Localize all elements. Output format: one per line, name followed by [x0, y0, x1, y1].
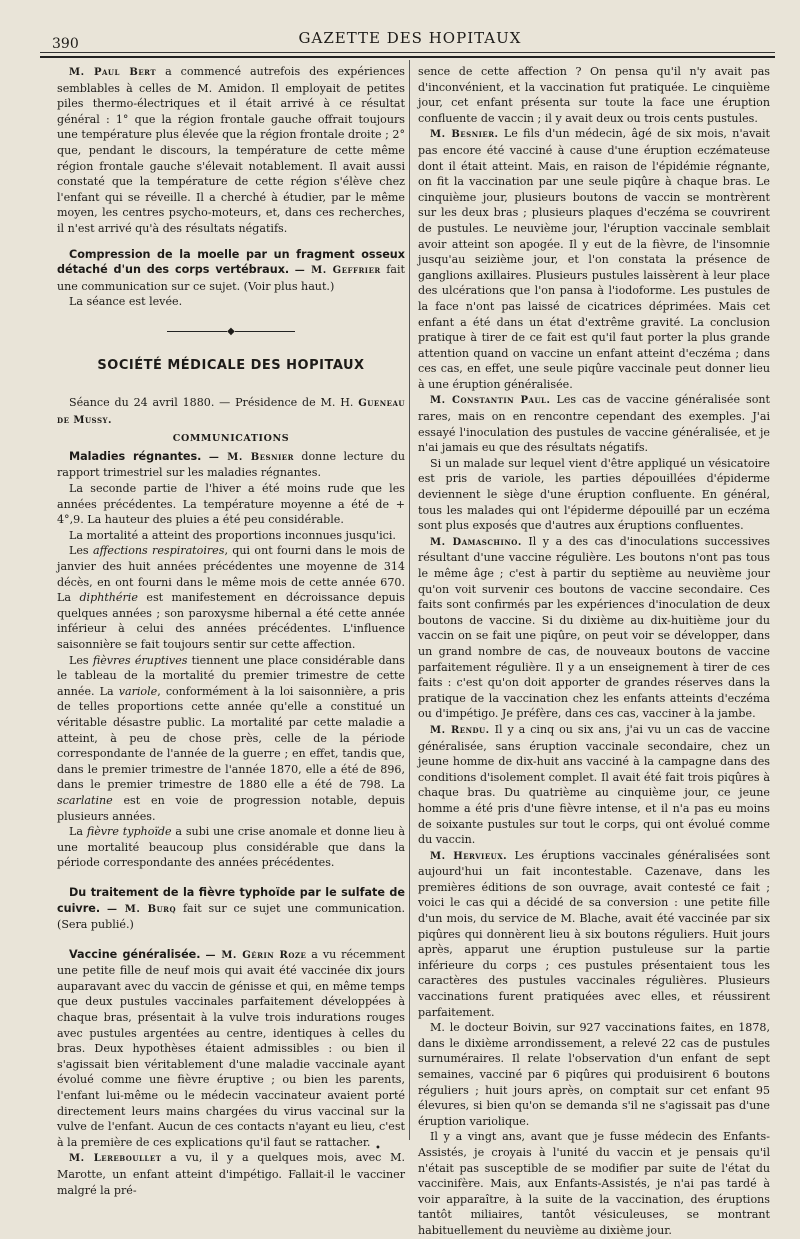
- seance-text: Séance du 24 avril 1880. — Présidence de M. H.: [69, 396, 359, 410]
- section-title: SOCIÉTÉ MÉDICALE DES HOPITAUX: [97, 357, 365, 373]
- paragraph: Il y a vingt ans, avant que je fusse médecin des Enfants-Assistés, je croyais à l'unité du vaccin et je pensais qu'il n'était pas susceptible de se modifier par suite de l'état du vaccinifère. Mais, aux Enfants-Assistés, je n'ai pas tardé à voir apparaître, à la suite de la vaccination, des éruptions tantôt miliaires, tantôt vésiculeuses, se montrant habituellement du neuvième au dixième jour.: [418, 1130, 770, 1237]
- paragraph-text: Les cas de vaccine généralisée sont rares, mais on en rencontre cependant des exemples. J'ai essayé l'inoculation des pustules de vaccine généralisée, et je n'ai jamais eu que des résultats négatifs.: [418, 393, 771, 455]
- paragraph: [57, 885, 405, 933]
- italic-term: scarlatine: [57, 793, 113, 807]
- paragraph: [57, 449, 405, 481]
- paragraph: [57, 1150, 405, 1198]
- speaker: — M. Geffrier: [294, 265, 381, 277]
- ornament-divider: ◆: [57, 324, 405, 340]
- speaker: M. Paul Bert: [69, 67, 157, 78]
- speaker: — M. Gérin Roze: [205, 949, 307, 961]
- paragraph: [57, 947, 405, 1151]
- paragraph: [57, 64, 405, 237]
- paragraph: Les fièvres éruptives tiennent une place considérable dans le tableau de la mortalité du premier trimestre de cette année. La variole, conformément à la loi saisonnière, a pris de telles proportions cette année qu'elle a constitué un véritable désastre public. La mortalité par cette maladie a atteint, à peu de chose près, celle de la période correspondante de l'année de la guerre ; en effet, tandis que, dans le premier trimestre de l'année 1870, elle a été de 896, dans le premier trimestre de 1880 elle a été de 798. La scarlatine est en voie de progression notable, depuis plusieurs années.: [57, 653, 405, 823]
- paragraph: [418, 126, 770, 392]
- paragraph: La mortalité a atteint des proportions inconnues jusqu'ici.: [69, 528, 396, 542]
- italic-term: variole: [118, 684, 158, 698]
- communications-heading: COMMUNICATIONS: [172, 433, 290, 445]
- speaker: M. Rendu.: [430, 724, 490, 736]
- paragraph: [418, 722, 770, 848]
- paragraph-text: fait sur ce sujet une communication. (Sera publié.): [57, 901, 405, 932]
- header-rule: [40, 52, 775, 53]
- speaker: M. Besnier.: [430, 129, 499, 141]
- paragraph-text: donne lecture du rapport trimestriel sur les maladies régnantes.: [57, 449, 406, 480]
- speaker: — M. Burq: [106, 903, 177, 915]
- paragraph: [418, 848, 770, 1021]
- paragraph: M. le docteur Boivin, sur 927 vaccinations faites, en 1878, dans le dixième arrondissement, a relevé 22 cas de pustules surnuméraires. Il relate l'observation d'un enfant de sept semaines, vacciné par 6 piqûres qui produisirent 6 boutons réguliers ; huit jours après, on comptait sur cet enfant 95 élevures, si bien qu'on se demanda s'il ne s'agissait pas d'une éruption variolique.: [418, 1021, 770, 1128]
- column-divider: [409, 60, 410, 1140]
- paragraph-text: Les éruptions vaccinales généralisées sont aujourd'hui un fait incontestable. Cazenave, dans les premières éditions de son ouvrage, avait contesté ce fait ; voici le cas qui a décidé de sa conversion : une petite fille d'un mois, du service de M. Blache, avait été vaccinée par six piqûres qui donnèrent lieu à six boutons réguliers. Huit jours après, apparut une éruption pustuleuse sur la partie inférieure du corps ; ces pustules présentaient tous les caractères des pustules vaccinales régulières. Plusieurs vaccinations furent pratiquées avec elles, et réussirent parfaitement.: [418, 848, 771, 1019]
- paragraph-text: Le fils d'un médecin, âgé de six mois, n'avait pas encore été vacciné à cause d'une éruption eczémateuse dont il était atteint. Mais, en raison de l'épidémie régnante, on fit la vaccination par une seule piqûre à chaque bras. Le cinquième jour, plusieurs boutons de vaccin se montrèrent sur les deux bras ; plusieurs plaques d'eczéma se couvrirent de pustules. Le neuvième jour, l'éruption vaccinale semblait avoir atteint son apogée. Il y eut de la fièvre, de l'insomnie jusqu'au seizième jour, et l'on constata la présence de ganglions axillaires. Plusieurs pustules laissèrent à leur place des ulcérations que l'on pansa à l'iodoforme. Les pustules de la face n'ont pas laissé de cicatrices déprimées. Mais cet enfant a été dans un état d'extrême gravité. La conclusion pratique à tirer de ce fait est qu'il faut porter la plus grande attention quand on vaccine un enfant atteint d'eczéma ; dans ces cas, en effet, une seule piqûre vaccinale peut donner lieu à une éruption généralisée.: [418, 127, 770, 391]
- paragraph: La seconde partie de l'hiver a été moins rude que les années précédentes. La température moyenne a été de + 4°,9. La hauteur des pluies a été peu considérable.: [57, 482, 405, 527]
- speaker: M. Hervieux.: [430, 850, 508, 862]
- speaker: M. Damaschino.: [430, 536, 522, 548]
- paragraph: [57, 247, 405, 295]
- paragraph: sence de cette affection ? On pensa qu'il n'y avait pas d'inconvénient, et la vaccination fut pratiquée. Le cinquième jour, cet enfant présenta sur toute la face une éruption confluente de vaccin ; il y avait deux ou trois cents pustules.: [418, 65, 770, 125]
- article-heading: Maladies régnantes.: [69, 449, 202, 463]
- speaker: M. Constantin Paul.: [430, 395, 551, 407]
- article-heading: Compression de la moelle par un fragment osseux détaché d'un des corps vertébraux.: [57, 247, 405, 277]
- footer-mark: •: [375, 1143, 381, 1154]
- header-rule-thick: [40, 56, 775, 58]
- seance-line: [57, 395, 405, 428]
- paragraph: [418, 534, 770, 722]
- paragraph-text: Il y a cinq ou six ans, j'ai vu un cas de vaccine généralisée, sans éruption vaccinale secondaire, chez un jeune homme de dix-huit ans vacciné à la campagne dans des conditions d'isolement complet. Il avait été fait trois piqûres à chaque bras. Du quatrième au cinquième jour, ce jeune homme a été pris d'une fièvre intense, et il n'a pas eu moins de soixante pustules sur tout le corps, qui ont évolué comme du vaccin.: [418, 722, 770, 847]
- paragraph-text: fait une communication sur ce sujet. (Voir plus haut.): [57, 263, 405, 293]
- paragraph-text: Il y a des cas d'inoculations successives résultant d'une vaccine régulière. Les boutons n'ont pas tous le même âge ; c'est à partir du septième au neuvième jour qu'on voit survenir ces boutons de vaccine secondaire. Ces faits sont confirmés par les expériences d'inoculation de deux boutons de vaccine. Si du dixième au dix-huitième jour du vaccin on se fait une piqûre, on peut voir se développer, dans un grand nombre de cas, de nouveaux boutons de vaccine parfaitement régulière. Il y a un enseignement à tirer de ces faits : c'est qu'on doit apporter de grandes réserves dans la pratique de la vaccination chez les enfants atteints d'eczéma ou d'impétigo. Je préfère, dans ces cas, vacciner à la jambe.: [418, 534, 771, 721]
- paragraph: La fièvre typhoïde a subi une crise anomale et donne lieu à une mortalité beaucoup plus considérable que dans la période correspondante des années précédentes.: [57, 825, 406, 870]
- paragraph: Si un malade sur lequel vient d'être appliqué un vésicatoire est pris de variole, les parties dépouillées d'épiderme deviennent le siège d'une éruption confluente. En général, tous les malades qui ont l'épiderme dépouillé par un eczéma sont plus exposés que d'autres aux éruptions confluentes.: [418, 456, 770, 533]
- article-heading: Du traitement de la fièvre typhoïde par le sulfate de cuivre.: [57, 885, 405, 915]
- speaker: M. Lereboullet: [69, 1153, 162, 1165]
- paragraph: La séance est levée.: [69, 295, 183, 309]
- paragraph-text: a vu récemment une petite fille de neuf mois qui avait été vaccinée dix jours auparavant avec du vaccin de génisse et qui, en même temps que deux pustules vaccinales parfaitement développées à chaque bras, présentait à la vulve trois indurations rouges avec pustules argentées au centre, identiques à celles du bras. Deux hypothèses étaient admissibles : ou bien il s'agissait bien véritablement d'une maladie vaccinale ayant évolué comme une fièvre éruptive ; ou bien les parents, l'enfant lui-même ou le médecin vaccinateur avaient porté directement leurs mains chargées du virus vaccinal sur la vulve de l'enfant. Aucun de ces contacts n'ayant eu lieu, c'est à la première de ces explications qu'il faut se rattacher.: [57, 947, 406, 1149]
- page-number: 390: [52, 36, 79, 52]
- italic-term: diphthérie: [79, 591, 138, 605]
- speaker: — M. Besnier: [208, 451, 294, 463]
- italic-term: affections respiratoires: [92, 544, 225, 558]
- article-heading: Vaccine généralisée.: [69, 947, 201, 961]
- left-column: [57, 64, 405, 1198]
- president-name: Gueneau de Mussy.: [57, 398, 405, 426]
- journal-title: GAZETTE DES HOPITAUX: [298, 29, 522, 47]
- italic-term: fièvre typhoïde: [86, 825, 172, 839]
- page-header: [40, 26, 780, 52]
- paragraph: [418, 392, 770, 455]
- italic-term: fièvres éruptives: [92, 653, 188, 667]
- right-column: [418, 64, 770, 1239]
- paragraph: Les affections respiratoires, qui ont fourni dans le mois de janvier des huit années précédentes une moyenne de 314 décès, en ont fourni dans le même mois de cette année 670. La diphthérie est manifestement en décroissance depuis quelques années ; son paroxysme hibernal a été cette année inférieur à celui des années précédentes. L'influence saisonnière se fait toujours sentir sur cette affection.: [57, 544, 405, 651]
- paragraph-text: a vu, il y a quelques mois, avec M. Marotte, un enfant atteint d'impétigo. Fallait-il le vacciner malgré la pré-: [57, 1151, 405, 1197]
- paragraph-text: a commencé autrefois des expériences semblables à celles de M. Amidon. Il employait de petites piles thermo-électriques et il était arrivé à ce résultat général : 1° que la région frontale gauche offrait toujours une température plus élevée que la région frontale droite ; 2° que, pendant le discours, la température de cette même région frontale gauche s'élevait notablement. Il avait aussi constaté que la température de cette région s'élève chez l'enfant qui se réveille. Il a cherché à étudier, par le même moyen, les centres psycho-moteurs, et, dans ces recherches, il n'est arrivé qu'à des résultats négatifs.: [57, 65, 406, 235]
